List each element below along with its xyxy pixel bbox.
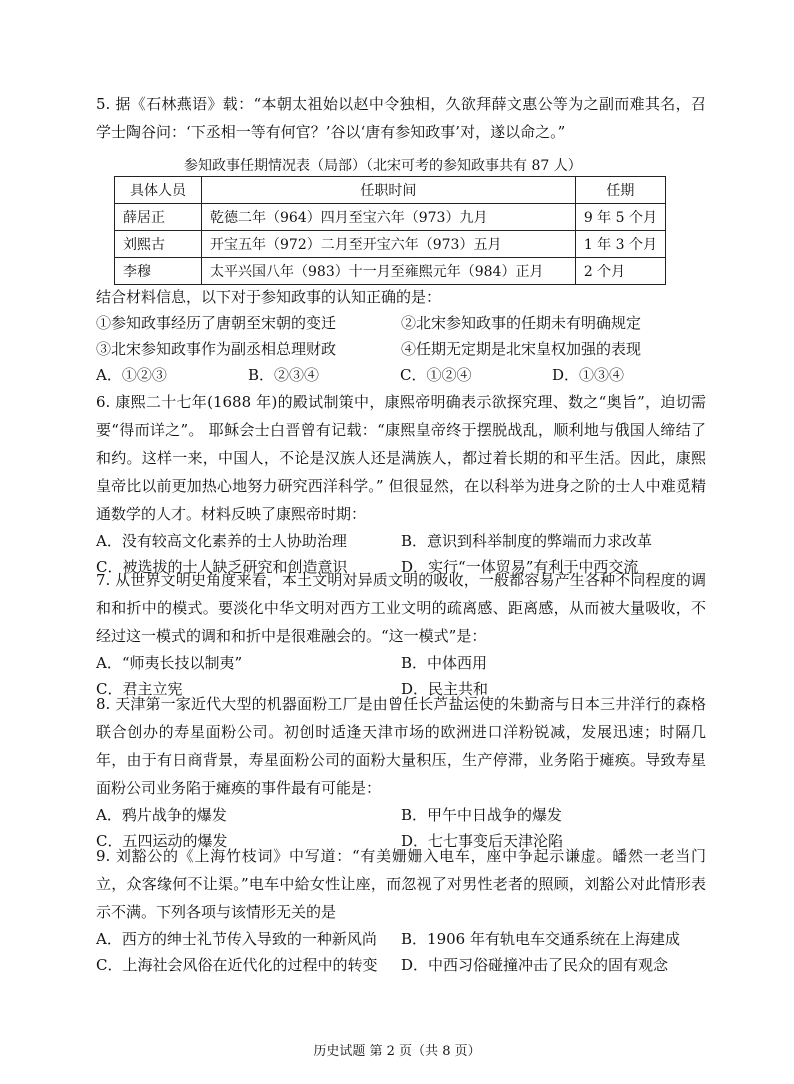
option-b: B．意识到科举制度的弊端而力求改革 xyxy=(401,532,653,550)
option-d: D．中西习俗碰撞冲击了民众的固有观念 xyxy=(401,956,669,974)
question-stem: 5. 据《石林燕语》载：“本朝太祖始以赵中令独相，久欲拜薛文惠公等为之副而难其名，召学士陶谷问：‘下丞相一等有何官？’谷以‘唐有参知政事’对，遂以命之。” xyxy=(96,95,706,141)
option-c: C．上海社会风俗在近代化的过程中的转变 xyxy=(96,956,378,974)
table-row xyxy=(115,258,666,285)
table-cell: 薛居正 xyxy=(115,204,202,231)
statement-item: ②北宋参知政事的任期未有明确规定 xyxy=(401,314,642,332)
table-cell: 9 年 5 个月 xyxy=(575,204,665,231)
option-d: D．七七事变后天津沦陷 xyxy=(401,832,564,850)
question-stem: 9. 刘豁公的《上海竹枝词》中写道：“有美姗姗入电车，座中争起示谦虚。皤然一老当门立，众客缘何不让渠。”电车中給女性让座，而忽视了对男性老者的照顾，刘豁公对此情形表示不满。下列各项与该情形无关的是 xyxy=(96,847,706,921)
question-9 xyxy=(96,842,706,978)
option-c: C．君主立宪 xyxy=(96,680,183,698)
option-row xyxy=(96,528,706,554)
table-header-row xyxy=(115,177,666,204)
option-c: C．被选拔的士人缺乏研究和创造意识 xyxy=(96,558,348,576)
question-5 xyxy=(96,90,706,146)
option-a: A．“师夷长技以制夷” xyxy=(96,654,243,672)
table-cell: 2 个月 xyxy=(575,258,665,285)
option-row xyxy=(96,926,706,952)
option-b: B．甲午中日战争的爆发 xyxy=(401,806,563,824)
option-c: C．五四运动的爆发 xyxy=(96,832,228,850)
table-cell: 1 年 3 个月 xyxy=(575,231,665,258)
question-stem: 8. 天津第一家近代大型的机器面粉工厂是由曾任长芦盐运使的朱勤斋与日本三井洋行的森格联合创办的寿星面粉公司。初创时适逢天津市场的欧洲进口洋粉锐减，发展迅速；时隔几年，由于有日商背景，寿星面粉公司的面粉大量积压，生产停滞，业务陷于瘫痪。导致寿星面粉公司业务陷于瘫痪的事件最有可能是： xyxy=(96,695,706,797)
option-a: A．西方的绅士礼节传入导致的一种新风尚 xyxy=(96,930,377,948)
option-row xyxy=(96,952,706,978)
table-cell: 李穆 xyxy=(115,258,202,285)
question-5-continued xyxy=(96,284,706,388)
option-a: A．没有较高文化素养的士人协助治理 xyxy=(96,532,347,550)
option-d: D．实行“一体贸易”有利于中西交流 xyxy=(401,558,639,576)
table-cell: 开宝五年（972）二月至开宝六年（973）五月 xyxy=(202,231,576,258)
option-b: B．1906 年有轨电车交通系统在上海建成 xyxy=(401,930,680,948)
question-6 xyxy=(96,388,706,580)
option-row xyxy=(96,802,706,828)
option-c: C．①②④ xyxy=(400,366,472,384)
term-table xyxy=(114,176,666,285)
question-stem: 7. 从世界文明史角度来看，本土文明对异质文明的吸收，一般都容易产生各种不同程度的调和和折中的模式。要淡化中华文明对西方工业文明的疏离感、距离感，从而被大量吸收，不经过这一模式的调和和折中是很难融会的。“这一模式”是： xyxy=(96,571,706,645)
statement-item: ①参知政事经历了唐朝至宋朝的变迁 xyxy=(96,314,337,332)
option-a: A．①②③ xyxy=(96,366,167,384)
table-header: 任职时间 xyxy=(202,177,576,204)
statement-row xyxy=(96,310,706,336)
question-8 xyxy=(96,690,706,854)
table-row xyxy=(115,204,666,231)
statement-row xyxy=(96,336,706,362)
option-b: B．②③④ xyxy=(248,366,320,384)
table-row xyxy=(115,231,666,258)
table-cell: 太平兴国八年（983）十一月至雍熙元年（984）正月 xyxy=(202,258,576,285)
statement-item: ③北宋参知政事作为副丞相总理财政 xyxy=(96,340,337,358)
option-d: D．①③④ xyxy=(552,366,625,384)
question-7 xyxy=(96,566,706,702)
statement-item: ④任期无定期是北宋皇权加强的表现 xyxy=(401,340,642,358)
table-header: 具体人员 xyxy=(115,177,202,204)
table-caption: 参知政事任期情况表（局部）（北宋可考的参知政事共有 87 人） xyxy=(184,158,582,174)
option-a: A．鸦片战争的爆发 xyxy=(96,806,227,824)
option-row xyxy=(96,362,706,388)
question-stem: 6. 康熙二十七年(1688 年)的殿试制策中，康熙帝明确表示欲探究理、数之“奥旨”，迫切需要“得而详之”。 耶稣会士白晋曾有记载：“康熙皇帝终于摆脱战乱，顺利地与俄国人缔结了和约。这样一来，中国人，不论是汉族人还是满族人，都过着长期的和平生活。因此，康熙皇帝比以前更加热心地努力研究西洋科学。” 但很显然，在以科举为进身之阶的士人中难觅精通数学的人才。材料反映了康熙帝时期： xyxy=(96,393,706,523)
option-d: D．民主共和 xyxy=(401,680,489,698)
question-prompt: 结合材料信息，以下对于参知政事的认知正确的是： xyxy=(96,288,442,306)
option-row xyxy=(96,650,706,676)
page-footer: 历史试题 第 2 页（共 8 页） xyxy=(313,1044,481,1059)
option-b: B．中体西用 xyxy=(401,654,488,672)
table-cell: 乾德二年（964）四月至宝六年（973）九月 xyxy=(202,204,576,231)
table-cell: 刘熙古 xyxy=(115,231,202,258)
table-header: 任期 xyxy=(575,177,665,204)
